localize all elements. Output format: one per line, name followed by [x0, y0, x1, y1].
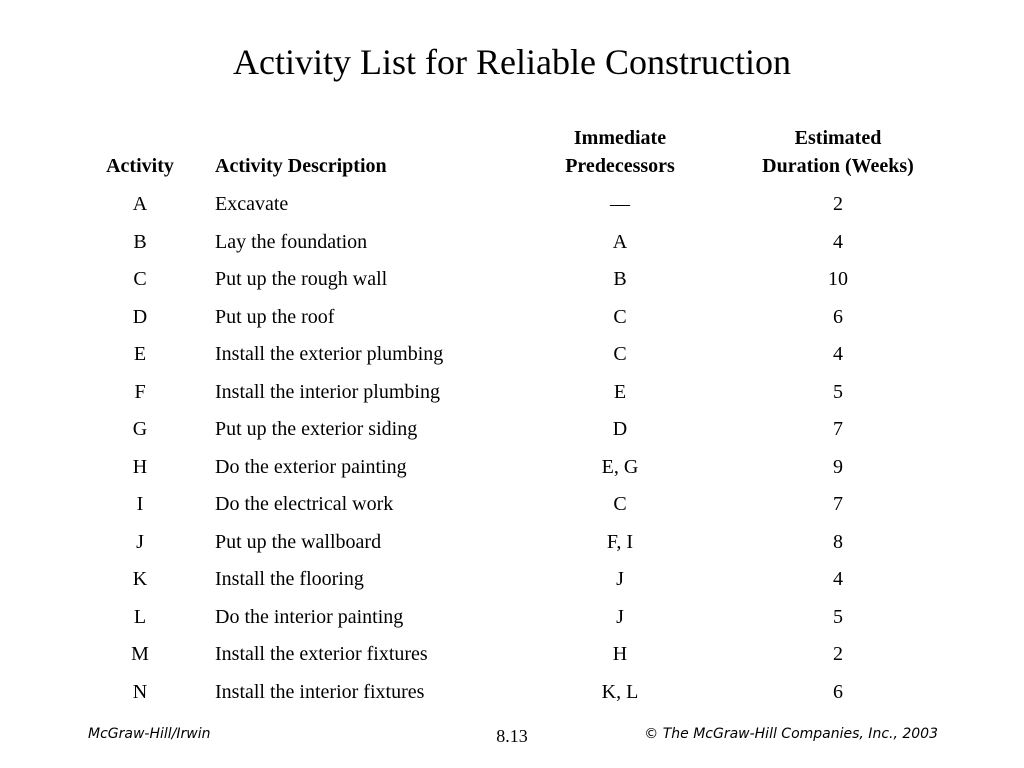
predecessors-cell: C: [613, 305, 627, 328]
predecessors-cell: E, G: [601, 455, 639, 478]
activity-cell: B: [133, 230, 147, 253]
activity-cell: H: [132, 455, 148, 478]
header-immediate-predecessors: [520, 124, 720, 180]
footer-publisher: McGraw-Hill/Irwin: [88, 726, 211, 742]
footer-page-number: 8.13: [496, 726, 528, 746]
table-row: [0, 224, 1024, 262]
header-activity: [90, 152, 190, 180]
footer-copyright: © The McGraw-Hill Companies, Inc., 2003: [644, 726, 938, 742]
activity-cell: L: [133, 605, 147, 628]
activity-cell: E: [133, 343, 147, 365]
table-row: [0, 411, 1024, 449]
description-cell: Put up the wallboard: [215, 530, 382, 553]
activity-cell: J: [136, 530, 144, 553]
duration-cell: 4: [833, 568, 843, 590]
description-cell: Do the electrical work: [215, 493, 394, 515]
activity-cell: I: [136, 493, 144, 515]
predecessors-cell: J: [616, 568, 624, 590]
table-row: [0, 374, 1024, 412]
activity-cell: G: [132, 418, 148, 440]
description-cell: Put up the roof: [215, 305, 335, 328]
header-duration-line2: Duration (Weeks): [762, 155, 914, 177]
table-row: [0, 299, 1024, 337]
slide-title: Activity List for Reliable Construction: [233, 42, 791, 82]
table-row: [0, 261, 1024, 299]
header-predecessors-line1: Immediate: [573, 127, 667, 149]
description-cell: Install the interior fixtures: [215, 680, 425, 703]
predecessors-cell: E: [613, 380, 627, 403]
duration-cell: 9: [833, 455, 843, 478]
predecessors-cell: B: [613, 268, 627, 290]
description-cell: Put up the exterior siding: [215, 418, 418, 440]
activity-table-body: [0, 186, 1024, 711]
duration-cell: 6: [833, 680, 843, 703]
description-cell: Put up the rough wall: [215, 268, 388, 290]
table-row: [0, 561, 1024, 599]
duration-cell: 7: [833, 493, 843, 515]
header-estimated-duration: [728, 124, 948, 180]
predecessors-cell: K, L: [601, 680, 639, 703]
table-row: [0, 336, 1024, 374]
description-cell: Install the exterior plumbing: [215, 343, 444, 365]
header-activity-label: Activity: [106, 155, 174, 177]
predecessors-cell: C: [613, 343, 627, 365]
duration-cell: 10: [828, 268, 848, 290]
activity-cell: F: [134, 380, 146, 403]
duration-cell: 2: [833, 643, 843, 665]
header-predecessors-line2: Predecessors: [565, 155, 675, 177]
duration-cell: 4: [833, 230, 843, 253]
header-description-label: Activity Description: [215, 155, 387, 177]
description-cell: Install the interior plumbing: [215, 380, 440, 403]
predecessors-cell: D: [612, 418, 628, 440]
description-cell: Install the flooring: [215, 568, 364, 590]
table-row: [0, 486, 1024, 524]
activity-cell: M: [131, 643, 149, 665]
predecessors-cell: —: [610, 193, 630, 215]
activity-cell: A: [132, 193, 148, 215]
duration-cell: 8: [833, 530, 843, 553]
predecessors-cell: A: [612, 230, 628, 253]
table-row: [0, 524, 1024, 562]
duration-cell: 5: [833, 380, 843, 403]
description-cell: Do the exterior painting: [215, 455, 407, 478]
predecessors-cell: J: [616, 605, 624, 628]
duration-cell: 4: [833, 343, 843, 365]
activity-cell: C: [133, 268, 147, 290]
header-activity-description: [215, 152, 387, 180]
table-row: [0, 449, 1024, 487]
predecessors-cell: C: [613, 493, 627, 515]
table-row: [0, 636, 1024, 674]
description-cell: Install the exterior fixtures: [215, 643, 428, 665]
activity-cell: D: [132, 305, 148, 328]
activity-cell: K: [132, 568, 148, 590]
description-cell: Do the interior painting: [215, 605, 404, 628]
duration-cell: 5: [833, 605, 843, 628]
predecessors-cell: H: [612, 643, 628, 665]
predecessors-cell: F, I: [606, 530, 634, 553]
table-row: [0, 599, 1024, 637]
duration-cell: 7: [833, 418, 843, 440]
table-row: [0, 186, 1024, 224]
description-cell: Excavate: [215, 193, 289, 215]
duration-cell: 2: [833, 193, 843, 215]
header-duration-line1: Estimated: [794, 127, 882, 149]
activity-cell: N: [132, 680, 148, 703]
duration-cell: 6: [833, 305, 843, 328]
table-row: [0, 674, 1024, 712]
description-cell: Lay the foundation: [215, 230, 368, 253]
